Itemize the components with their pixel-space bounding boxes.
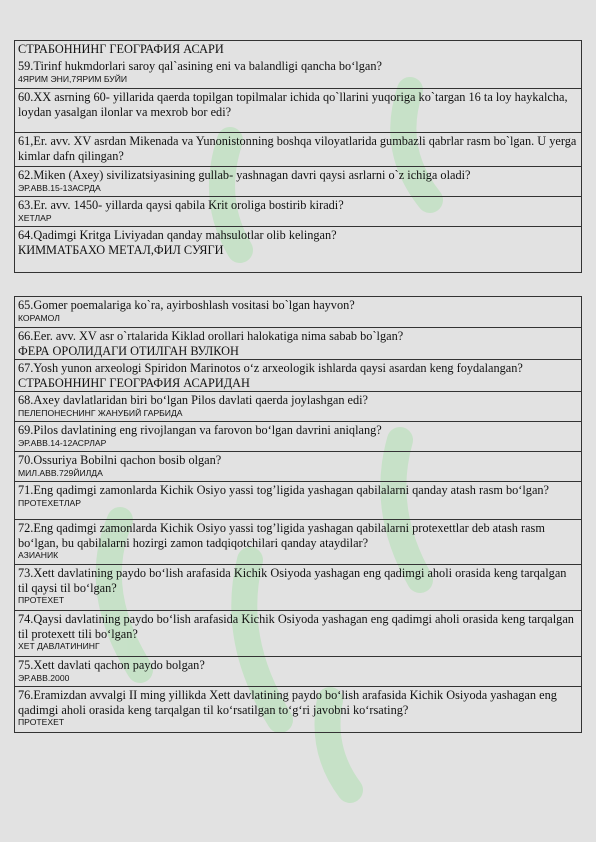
question-text: 72.Eng qadimgi zamonlarda Kichik Osiyo yassi tog’ligida yashagan qabilalarni protexettlar deb atash rasm bo‘lgan, bu qabilalarni hozirgi zamon tadqiqotchilari qanday ataydilar? [18, 521, 545, 550]
answer-text: ПРОТЕХЕТЛАР [18, 497, 82, 508]
question-text: 65.Gomer poemalariga ko`ra, ayirboshlash vositasi bo`lgan hayvon? [18, 298, 355, 312]
answer-text: ЭР.АВВ.14-12АСРЛАР [18, 437, 107, 448]
question-text: 68.Axey davlatlaridan biri bo‘lgan Pilos davlati qaerda joylashgan edi? [18, 393, 369, 407]
question-row [15, 88, 581, 132]
answer-text: ЭР.АВВ.2000 [18, 672, 70, 683]
question-row [15, 686, 581, 732]
question-row [15, 327, 581, 359]
answer-text: ХЕТЛАР [18, 212, 52, 223]
question-row [15, 610, 581, 656]
question-text: 73.Xett davlatining paydo bo‘lish arafasida Kichik Osiyoda yashagan eng qadimgi aholi orasida keng tarqalgan til qaysi til bo‘lgan? [18, 566, 567, 595]
question-row [15, 656, 581, 686]
questions-block-2 [14, 296, 582, 733]
question-row [15, 226, 581, 272]
question-row [15, 166, 581, 196]
question-text: 75.Xett davlati qachon paydo bolgan? [18, 658, 205, 672]
questions-block-1 [14, 40, 582, 273]
question-row [15, 297, 581, 327]
answer-text: ПРОТЕХЕТ [18, 595, 65, 605]
question-text: 61,Er. avv. XV asrdan Mikenada va Yunonistonning boshqa viloyatlarida gumbazli qabrlar rasm bo`lgan. U yerga kimlar dafn qilingan? [18, 134, 577, 163]
question-text: 67.Yosh yunon arxeologi Spiridon Marinotos o‘z arxeologik ishlarda qaysi asardan keng foydalangan? [18, 361, 523, 375]
answer-text: КИММАТБАХО МЕТАЛ,ФИЛ СУЯГИ [18, 242, 224, 257]
question-row [15, 564, 581, 610]
answer-text: ФЕРА ОРОЛИДАГИ ОТИЛГАН ВУЛКОН [18, 343, 239, 358]
question-text: 69.Pilos davlatining eng rivojlangan va farovon bo‘lgan davrini aniqlang? [18, 423, 382, 437]
answer-text: ЭР.АВВ.15-13АСРДА [18, 182, 101, 193]
question-row [15, 359, 581, 391]
answer-text: КОРАМОЛ [18, 312, 60, 323]
question-text: 71.Eng qadimgi zamonlarda Kichik Osiyo yassi tog’ligida yashagan qabilalarni qanday atash rasm bo‘lgan? [18, 483, 550, 497]
question-text: 64.Qadimgi Kritga Liviyadan qanday mahsulotlar olib kelingan? [18, 228, 337, 242]
question-text: 76.Eramizdan avvalgi II ming yillikda Xett davlatining paydo bo‘lish arafasida Kichik Osiyoda yashagan eng qadimgi aholi orasida keng tarqalgan til ko‘rsatilgan to‘g‘ri javobni ko‘rsating? [18, 688, 557, 717]
answer-text: ПРОТЕХЕТ [18, 717, 65, 727]
question-text: 66.Eer. avv. XV asr o`rtalarida Kiklad orollari halokatiga nima sabab bo`lgan? [18, 329, 404, 343]
question-row [15, 58, 581, 88]
question-text: 63.Er. avv. 1450- yillarda qaysi qabila Krit oroliga bostirib kiradi? [18, 198, 344, 212]
answer-text: АЗИАНИК [18, 550, 59, 560]
answer-text: СТРАБОННИНГ ГЕОГРАФИЯ АСАРИДАН [18, 375, 250, 390]
question-text: 60.XX asrning 60- yillarida qaerda topilgan topilmalar ichida qo`llarini yuqoriga ko`targan 16 ta loy haykalcha, loydan yasalgan ilonlar va mexrob bor edi? [18, 90, 568, 119]
answer-text: ХЕТ ДАВЛАТИНИНГ [18, 641, 100, 651]
question-row [15, 196, 581, 226]
question-text: 62.Miken (Axey) sivilizatsiyasining gullab- yashnagan davri qaysi asrlarni o`z ichiga oladi? [18, 168, 471, 182]
question-text: 74.Qaysi davlatining paydo bo‘lish arafasida Kichik Osiyoda yashagan eng qadimgi aholi orasida keng tarqalgan til protexett tili bo‘lgan? [18, 612, 574, 641]
question-row [15, 132, 581, 166]
answer-text: МИЛ.АВВ.729ЙИЛДА [18, 467, 103, 478]
question-row [15, 481, 581, 519]
question-row [15, 421, 581, 451]
question-row [15, 391, 581, 421]
answer-text: ПЕЛЕПОНЕСНИНГ ЖАНУБИЙ ГАРБИДА [18, 407, 183, 418]
question-text: 59.Tirinf hukmdorlari saroy qal`asining eni va balandligi qancha bo‘lgan? [18, 59, 382, 73]
question-row [15, 451, 581, 481]
question-row [15, 519, 581, 564]
block-header: СТРАБОННИНГ ГЕОГРАФИЯ АСАРИ [18, 42, 224, 56]
answer-text: 4ЯРИМ ЭНИ,7ЯРИМ БУЙИ [18, 73, 128, 84]
question-text: 70.Ossuriya Bobilni qachon bosib olgan? [18, 453, 222, 467]
